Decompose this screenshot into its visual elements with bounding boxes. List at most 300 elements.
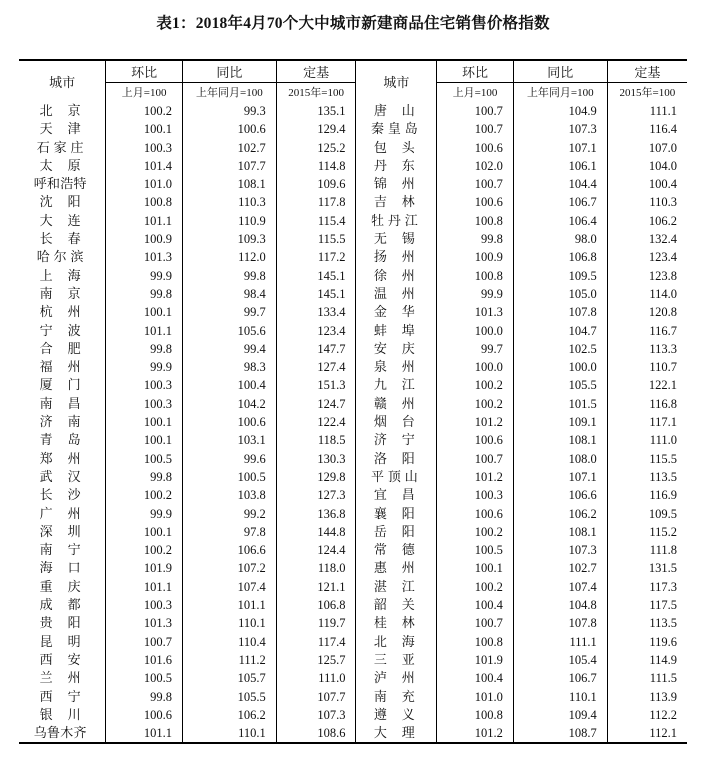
yoy-value: 107.8 bbox=[513, 614, 607, 632]
city-name: 南京 bbox=[19, 285, 106, 303]
mom-value: 100.2 bbox=[106, 541, 183, 559]
base-value: 124.4 bbox=[276, 541, 356, 559]
base-value: 111.8 bbox=[649, 543, 677, 558]
yoy-value: 107.1 bbox=[513, 468, 607, 486]
header-mom-basis-right: 上月=100 bbox=[437, 83, 514, 103]
table-row bbox=[19, 102, 687, 120]
city-name: 北海 bbox=[356, 633, 437, 651]
header-mom-left: 环比 bbox=[106, 60, 183, 83]
city-name: 长沙 bbox=[19, 486, 106, 504]
city-name: 烟台 bbox=[356, 413, 437, 431]
base-value: 116.7 bbox=[649, 323, 677, 338]
mom-value: 100.2 bbox=[437, 578, 514, 596]
city-name: 平顶山 bbox=[356, 468, 437, 486]
city-name: 天津 bbox=[19, 120, 106, 138]
yoy-value: 107.2 bbox=[182, 559, 276, 577]
yoy-value: 100.6 bbox=[182, 413, 276, 431]
header-base-basis-right: 2015年=100 bbox=[619, 87, 676, 99]
city-name: 重庆 bbox=[19, 578, 106, 596]
mom-value: 100.9 bbox=[437, 248, 514, 266]
base-value: 115.4 bbox=[276, 212, 356, 230]
table-row bbox=[19, 212, 687, 230]
mom-value: 100.7 bbox=[437, 450, 514, 468]
base-value: 113.5 bbox=[649, 469, 677, 484]
table-container bbox=[19, 33, 687, 744]
base-value: 115.5 bbox=[276, 230, 356, 248]
page-title: 表1：2018年4月70个大中城市新建商品住宅销售价格指数 bbox=[156, 15, 550, 32]
yoy-value: 105.4 bbox=[513, 651, 607, 669]
table-row bbox=[19, 688, 687, 706]
yoy-value: 106.1 bbox=[513, 157, 607, 175]
yoy-value: 108.1 bbox=[182, 175, 276, 193]
city-name: 武汉 bbox=[19, 468, 106, 486]
mom-value: 100.6 bbox=[437, 431, 514, 449]
mom-value: 99.7 bbox=[437, 340, 514, 358]
yoy-value: 110.1 bbox=[513, 688, 607, 706]
yoy-value: 111.1 bbox=[513, 633, 607, 651]
city-name: 锦州 bbox=[356, 175, 437, 193]
city-name: 桂林 bbox=[356, 614, 437, 632]
city-name: 南充 bbox=[356, 688, 437, 706]
city-name: 南昌 bbox=[19, 395, 106, 413]
base-value: 117.2 bbox=[276, 248, 356, 266]
mom-value: 100.6 bbox=[437, 505, 514, 523]
base-value: 151.3 bbox=[276, 376, 356, 394]
yoy-value: 98.0 bbox=[513, 230, 607, 248]
yoy-value: 99.7 bbox=[182, 303, 276, 321]
mom-value: 100.1 bbox=[106, 523, 183, 541]
table-row bbox=[19, 230, 687, 248]
base-value: 109.5 bbox=[648, 506, 677, 521]
mom-value: 100.7 bbox=[437, 614, 514, 632]
mom-value: 100.0 bbox=[437, 322, 514, 340]
yoy-value: 106.7 bbox=[513, 193, 607, 211]
mom-value: 101.1 bbox=[106, 724, 183, 743]
yoy-value: 110.1 bbox=[182, 724, 276, 743]
yoy-value: 102.7 bbox=[182, 139, 276, 157]
table-row bbox=[19, 303, 687, 321]
mom-value: 100.4 bbox=[437, 596, 514, 614]
base-value: 100.4 bbox=[648, 177, 677, 192]
mom-value: 99.8 bbox=[106, 468, 183, 486]
base-value: 129.8 bbox=[276, 468, 356, 486]
yoy-value: 99.3 bbox=[182, 102, 276, 120]
base-value: 110.3 bbox=[649, 195, 677, 210]
mom-value: 99.8 bbox=[106, 285, 183, 303]
city-name: 石家庄 bbox=[19, 139, 106, 157]
mom-value: 101.1 bbox=[106, 322, 183, 340]
yoy-value: 105.5 bbox=[513, 376, 607, 394]
city-name: 包头 bbox=[356, 139, 437, 157]
table-row bbox=[19, 651, 687, 669]
city-name: 扬州 bbox=[356, 248, 437, 266]
base-value: 109.6 bbox=[276, 175, 356, 193]
mom-value: 99.8 bbox=[437, 230, 514, 248]
mom-value: 100.3 bbox=[106, 139, 183, 157]
base-value: 136.8 bbox=[276, 505, 356, 523]
yoy-value: 107.1 bbox=[513, 139, 607, 157]
yoy-value: 98.3 bbox=[182, 358, 276, 376]
yoy-value: 97.8 bbox=[182, 523, 276, 541]
mom-value: 100.8 bbox=[437, 706, 514, 724]
yoy-value: 111.2 bbox=[182, 651, 276, 669]
header-yoy-basis-left: 上年同月=100 bbox=[182, 83, 276, 103]
yoy-value: 108.1 bbox=[513, 431, 607, 449]
base-value: 122.1 bbox=[648, 378, 677, 393]
table-row bbox=[19, 340, 687, 358]
mom-value: 100.5 bbox=[106, 669, 183, 687]
table-row bbox=[19, 139, 687, 157]
table-row bbox=[19, 559, 687, 577]
city-name: 宁波 bbox=[19, 322, 106, 340]
yoy-value: 106.6 bbox=[513, 486, 607, 504]
yoy-value: 109.1 bbox=[513, 413, 607, 431]
yoy-value: 101.1 bbox=[182, 596, 276, 614]
header-mom-basis-left: 上月=100 bbox=[106, 83, 183, 103]
yoy-value: 105.0 bbox=[513, 285, 607, 303]
base-value: 131.5 bbox=[648, 561, 677, 576]
mom-value: 100.1 bbox=[106, 413, 183, 431]
base-value: 116.4 bbox=[649, 122, 677, 137]
base-value: 115.2 bbox=[649, 524, 677, 539]
base-value: 120.8 bbox=[648, 305, 677, 320]
yoy-value: 103.8 bbox=[182, 486, 276, 504]
table-row bbox=[19, 193, 687, 211]
mom-value: 101.3 bbox=[437, 303, 514, 321]
table-row bbox=[19, 706, 687, 724]
base-value: 133.4 bbox=[276, 303, 356, 321]
yoy-value: 110.1 bbox=[182, 614, 276, 632]
mom-value: 99.9 bbox=[106, 505, 183, 523]
city-name: 太原 bbox=[19, 157, 106, 175]
base-value: 135.1 bbox=[276, 102, 356, 120]
header-city-left: 城市 bbox=[19, 60, 106, 102]
mom-value: 99.8 bbox=[106, 688, 183, 706]
yoy-value: 107.8 bbox=[513, 303, 607, 321]
city-name: 韶关 bbox=[356, 596, 437, 614]
table-row bbox=[19, 724, 687, 743]
base-value: 108.6 bbox=[276, 724, 356, 743]
base-value: 113.5 bbox=[649, 616, 677, 631]
mom-value: 101.2 bbox=[437, 413, 514, 431]
mom-value: 100.3 bbox=[106, 395, 183, 413]
city-name: 长春 bbox=[19, 230, 106, 248]
mom-value: 100.3 bbox=[106, 596, 183, 614]
mom-value: 100.5 bbox=[106, 450, 183, 468]
base-value: 117.5 bbox=[649, 598, 677, 613]
base-value: 117.4 bbox=[276, 633, 356, 651]
header-base-left: 定基 bbox=[276, 60, 356, 83]
city-name: 哈尔滨 bbox=[19, 248, 106, 266]
table-row bbox=[19, 413, 687, 431]
mom-value: 100.1 bbox=[437, 559, 514, 577]
table-body bbox=[19, 102, 687, 743]
base-value: 118.0 bbox=[276, 559, 356, 577]
table-row bbox=[19, 120, 687, 138]
base-value: 111.1 bbox=[649, 104, 677, 118]
city-name: 北京 bbox=[19, 102, 106, 120]
city-name: 牡丹江 bbox=[356, 212, 437, 230]
base-value: 125.2 bbox=[276, 139, 356, 157]
city-name: 湛江 bbox=[356, 578, 437, 596]
yoy-value: 100.0 bbox=[513, 358, 607, 376]
city-name: 岳阳 bbox=[356, 523, 437, 541]
table-row bbox=[19, 175, 687, 193]
header-yoy-right: 同比 bbox=[513, 60, 607, 83]
city-name: 济南 bbox=[19, 413, 106, 431]
yoy-value: 104.4 bbox=[513, 175, 607, 193]
base-value: 114.9 bbox=[649, 652, 677, 667]
mom-value: 100.8 bbox=[437, 212, 514, 230]
mom-value: 100.6 bbox=[106, 706, 183, 724]
header-base-basis-left: 2015年=100 bbox=[276, 83, 356, 103]
yoy-value: 109.5 bbox=[513, 267, 607, 285]
city-name: 宜昌 bbox=[356, 486, 437, 504]
base-value: 118.5 bbox=[276, 431, 356, 449]
base-value: 119.6 bbox=[649, 634, 677, 649]
city-name: 乌鲁木齐 bbox=[19, 724, 106, 743]
base-value: 110.7 bbox=[649, 360, 677, 375]
base-value: 127.4 bbox=[276, 358, 356, 376]
table-row bbox=[19, 157, 687, 175]
mom-value: 100.1 bbox=[106, 120, 183, 138]
city-name: 郑州 bbox=[19, 450, 106, 468]
mom-value: 101.9 bbox=[437, 651, 514, 669]
base-value: 123.4 bbox=[648, 250, 677, 265]
base-value: 111.0 bbox=[276, 669, 356, 687]
mom-value: 99.9 bbox=[437, 285, 514, 303]
yoy-value: 107.4 bbox=[513, 578, 607, 596]
table-row bbox=[19, 267, 687, 285]
city-name: 泉州 bbox=[356, 358, 437, 376]
yoy-value: 107.4 bbox=[182, 578, 276, 596]
mom-value: 101.0 bbox=[106, 175, 183, 193]
yoy-value: 104.8 bbox=[513, 596, 607, 614]
mom-value: 100.9 bbox=[106, 230, 183, 248]
mom-value: 101.1 bbox=[106, 212, 183, 230]
city-name: 大理 bbox=[356, 724, 437, 743]
yoy-value: 107.3 bbox=[513, 120, 607, 138]
city-name: 赣州 bbox=[356, 395, 437, 413]
base-value: 107.0 bbox=[648, 140, 677, 155]
city-name: 西安 bbox=[19, 651, 106, 669]
yoy-value: 105.5 bbox=[182, 688, 276, 706]
mom-value: 100.0 bbox=[437, 358, 514, 376]
city-name: 常德 bbox=[356, 541, 437, 559]
base-value: 130.3 bbox=[276, 450, 356, 468]
mom-value: 102.0 bbox=[437, 157, 514, 175]
base-value: 112.2 bbox=[649, 707, 677, 722]
mom-value: 100.8 bbox=[106, 193, 183, 211]
mom-value: 100.6 bbox=[437, 193, 514, 211]
city-name: 昆明 bbox=[19, 633, 106, 651]
city-name: 襄阳 bbox=[356, 505, 437, 523]
mom-value: 99.9 bbox=[106, 267, 183, 285]
base-value: 116.9 bbox=[649, 488, 677, 503]
base-value: 121.1 bbox=[276, 578, 356, 596]
yoy-value: 105.7 bbox=[182, 669, 276, 687]
mom-value: 101.3 bbox=[106, 248, 183, 266]
base-value: 145.1 bbox=[276, 267, 356, 285]
mom-value: 100.2 bbox=[437, 523, 514, 541]
city-name: 九江 bbox=[356, 376, 437, 394]
yoy-value: 100.5 bbox=[182, 468, 276, 486]
city-name: 惠州 bbox=[356, 559, 437, 577]
yoy-value: 109.3 bbox=[182, 230, 276, 248]
yoy-value: 103.1 bbox=[182, 431, 276, 449]
table-row bbox=[19, 523, 687, 541]
base-value: 122.4 bbox=[276, 413, 356, 431]
mom-value: 101.0 bbox=[437, 688, 514, 706]
yoy-value: 106.4 bbox=[513, 212, 607, 230]
city-name: 洛阳 bbox=[356, 450, 437, 468]
city-name: 泸州 bbox=[356, 669, 437, 687]
table-row bbox=[19, 614, 687, 632]
yoy-value: 98.4 bbox=[182, 285, 276, 303]
mom-value: 100.7 bbox=[106, 633, 183, 651]
city-name: 唐山 bbox=[356, 102, 437, 120]
table-row bbox=[19, 578, 687, 596]
city-name: 上海 bbox=[19, 267, 106, 285]
city-name: 呼和浩特 bbox=[19, 175, 106, 193]
base-value: 119.7 bbox=[276, 614, 356, 632]
table-row bbox=[19, 358, 687, 376]
yoy-value: 108.1 bbox=[513, 523, 607, 541]
city-name: 深圳 bbox=[19, 523, 106, 541]
base-value: 107.7 bbox=[276, 688, 356, 706]
table-row bbox=[19, 669, 687, 687]
city-name: 贵阳 bbox=[19, 614, 106, 632]
city-name: 南宁 bbox=[19, 541, 106, 559]
yoy-value: 100.4 bbox=[182, 376, 276, 394]
yoy-value: 99.6 bbox=[182, 450, 276, 468]
base-value: 107.3 bbox=[276, 706, 356, 724]
city-name: 济宁 bbox=[356, 431, 437, 449]
mom-value: 100.8 bbox=[437, 267, 514, 285]
yoy-value: 109.4 bbox=[513, 706, 607, 724]
city-name: 福州 bbox=[19, 358, 106, 376]
table-row bbox=[19, 285, 687, 303]
yoy-value: 104.2 bbox=[182, 395, 276, 413]
city-name: 成都 bbox=[19, 596, 106, 614]
table-row bbox=[19, 395, 687, 413]
city-name: 杭州 bbox=[19, 303, 106, 321]
city-name: 兰州 bbox=[19, 669, 106, 687]
yoy-value: 104.7 bbox=[513, 322, 607, 340]
mom-value: 100.1 bbox=[106, 303, 183, 321]
yoy-value: 106.8 bbox=[513, 248, 607, 266]
base-value: 123.8 bbox=[648, 268, 677, 283]
base-value: 106.2 bbox=[648, 213, 677, 228]
base-value: 129.4 bbox=[276, 120, 356, 138]
header-base-right: 定基 bbox=[607, 60, 687, 83]
base-value: 112.1 bbox=[649, 726, 677, 741]
mom-value: 100.7 bbox=[437, 120, 514, 138]
yoy-value: 99.8 bbox=[182, 267, 276, 285]
city-name: 蚌埠 bbox=[356, 322, 437, 340]
base-value: 145.1 bbox=[276, 285, 356, 303]
base-value: 117.8 bbox=[276, 193, 356, 211]
mom-value: 100.8 bbox=[437, 633, 514, 651]
mom-value: 101.1 bbox=[106, 578, 183, 596]
city-name: 青岛 bbox=[19, 431, 106, 449]
mom-value: 100.2 bbox=[437, 395, 514, 413]
yoy-value: 104.9 bbox=[513, 102, 607, 120]
mom-value: 100.2 bbox=[106, 102, 183, 120]
city-name: 温州 bbox=[356, 285, 437, 303]
mom-value: 101.2 bbox=[437, 468, 514, 486]
mom-value: 100.3 bbox=[106, 376, 183, 394]
base-value: 117.1 bbox=[649, 415, 677, 430]
base-value: 132.4 bbox=[648, 232, 677, 247]
table-row bbox=[19, 541, 687, 559]
city-name: 沈阳 bbox=[19, 193, 106, 211]
yoy-value: 112.0 bbox=[182, 248, 276, 266]
yoy-value: 101.5 bbox=[513, 395, 607, 413]
yoy-value: 102.5 bbox=[513, 340, 607, 358]
city-name: 丹东 bbox=[356, 157, 437, 175]
yoy-value: 107.7 bbox=[182, 157, 276, 175]
table-row bbox=[19, 486, 687, 504]
city-name: 徐州 bbox=[356, 267, 437, 285]
price-index-table bbox=[19, 59, 687, 744]
city-name: 大连 bbox=[19, 212, 106, 230]
base-value: 115.5 bbox=[649, 451, 677, 466]
city-name: 海口 bbox=[19, 559, 106, 577]
yoy-value: 108.7 bbox=[513, 724, 607, 743]
mom-value: 100.2 bbox=[437, 376, 514, 394]
base-value: 127.3 bbox=[276, 486, 356, 504]
table-row bbox=[19, 248, 687, 266]
city-name: 合肥 bbox=[19, 340, 106, 358]
city-name: 安庆 bbox=[356, 340, 437, 358]
base-value: 111.0 bbox=[649, 433, 677, 448]
mom-value: 100.6 bbox=[437, 139, 514, 157]
mom-value: 100.3 bbox=[437, 486, 514, 504]
city-name: 吉林 bbox=[356, 193, 437, 211]
yoy-value: 106.7 bbox=[513, 669, 607, 687]
base-value: 113.9 bbox=[649, 689, 677, 704]
base-value: 104.0 bbox=[648, 158, 677, 173]
base-value: 117.3 bbox=[649, 579, 677, 594]
table-row bbox=[19, 431, 687, 449]
base-value: 124.7 bbox=[276, 395, 356, 413]
mom-value: 100.4 bbox=[437, 669, 514, 687]
yoy-value: 110.9 bbox=[182, 212, 276, 230]
table-row bbox=[19, 468, 687, 486]
city-name: 广州 bbox=[19, 505, 106, 523]
header-city-right: 城市 bbox=[356, 60, 437, 102]
table-row bbox=[19, 322, 687, 340]
yoy-value: 110.4 bbox=[182, 633, 276, 651]
header-mom-right: 环比 bbox=[437, 60, 514, 83]
city-name: 秦皇岛 bbox=[356, 120, 437, 138]
table-row bbox=[19, 505, 687, 523]
yoy-value: 108.0 bbox=[513, 450, 607, 468]
table-row bbox=[19, 596, 687, 614]
yoy-value: 106.6 bbox=[182, 541, 276, 559]
yoy-value: 99.4 bbox=[182, 340, 276, 358]
city-name: 遵义 bbox=[356, 706, 437, 724]
base-value: 125.7 bbox=[276, 651, 356, 669]
base-value: 147.7 bbox=[276, 340, 356, 358]
yoy-value: 106.2 bbox=[513, 505, 607, 523]
mom-value: 101.3 bbox=[106, 614, 183, 632]
table-row bbox=[19, 376, 687, 394]
base-value: 144.8 bbox=[276, 523, 356, 541]
base-value: 114.8 bbox=[276, 157, 356, 175]
mom-value: 101.2 bbox=[437, 724, 514, 743]
